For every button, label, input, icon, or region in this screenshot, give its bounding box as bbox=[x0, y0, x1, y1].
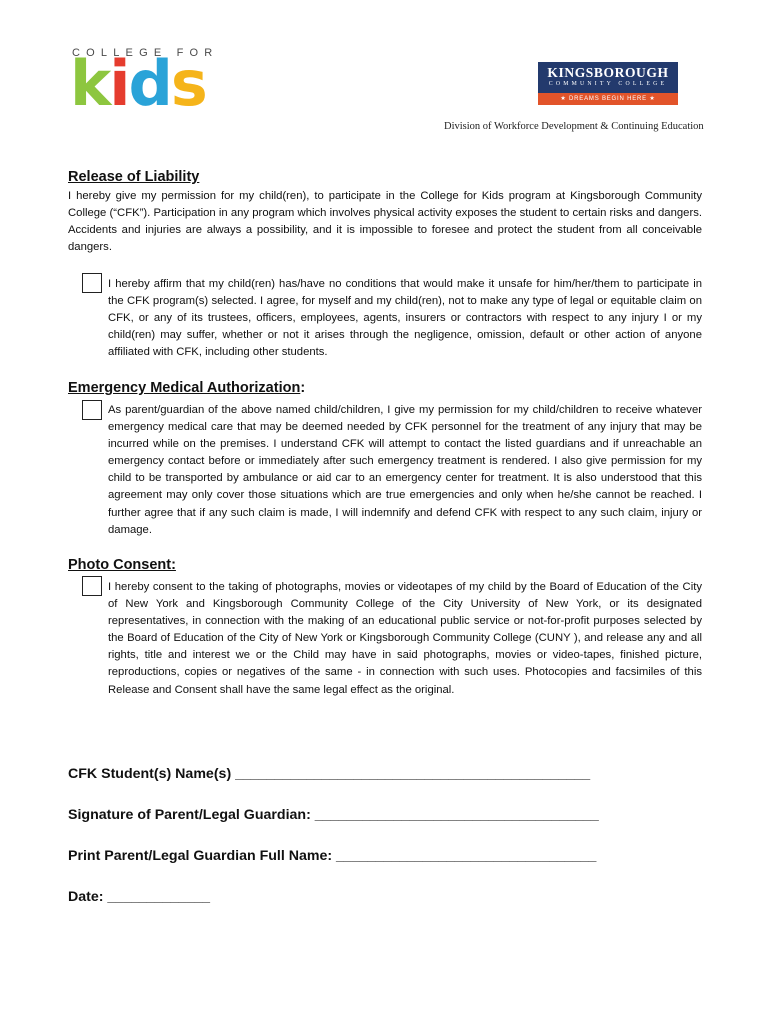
division-label: Division of Workforce Development & Continuing Education bbox=[444, 121, 704, 132]
date-field[interactable]: Date: _____________ bbox=[68, 889, 210, 905]
cfk-logo bbox=[70, 47, 206, 120]
release-affirm-text: I hereby affirm that my child(ren) has/have no conditions that would make it unsafe for him/her/them to participate in the CFK program(s) selected. I agree, for myself and my child(ren), not to make any type of legal or equitable claim on CFK, or any of its trustees, officers, employees, agents, insurers or contractors with respect to any injury I or my child(ren) may suffer, whether or not it arises through the negligence, omission, default or other action of anyone affiliated with CFK, including other students. bbox=[108, 278, 702, 359]
release-intro: I hereby give my permission for my child(ren), to participate in the College for Kids program at Kingsborough Community College (“CFK”). Participation in any program which involves physical activity exposes the student to certain risks and dangers. Accidents and injuries are always a possibility, and it is impossible to foresee and protect the student from all conceivable dangers. bbox=[68, 190, 702, 254]
cfk-logo-letter-k: k bbox=[70, 47, 110, 120]
photo-checkbox[interactable] bbox=[82, 576, 102, 596]
cfk-logo-letter-d: d bbox=[128, 47, 171, 120]
release-heading: Release of Liability bbox=[68, 169, 200, 185]
signature-field[interactable]: Signature of Parent/Legal Guardian: ____________________________________ bbox=[68, 807, 599, 823]
print-name-field[interactable]: Print Parent/Legal Guardian Full Name: _________________________________ bbox=[68, 848, 597, 864]
kbcc-logo-sub: COMMUNITY COLLEGE bbox=[548, 81, 668, 87]
release-affirm-checkbox[interactable] bbox=[82, 273, 102, 293]
medical-heading: Emergency Medical Authorization bbox=[68, 380, 301, 396]
medical-heading-colon: : bbox=[300, 380, 306, 396]
kbcc-logo-name: KINGSBOROUGH bbox=[547, 65, 669, 80]
cfk-logo-letter-i: i bbox=[109, 47, 129, 120]
cfk-logo-letter-s: s bbox=[170, 47, 206, 120]
student-name-field[interactable]: CFK Student(s) Name(s) _____________________________________________ bbox=[68, 766, 591, 782]
photo-heading: Photo Consent: bbox=[68, 557, 176, 573]
kingsborough-logo bbox=[538, 62, 678, 105]
kbcc-logo-tagline: ★ DREAMS BEGIN HERE ★ bbox=[538, 93, 678, 105]
photo-text: I hereby consent to the taking of photographs, movies or videotapes of my child by the Board of Education of the City of New York and Kingsborough Community College of the City University of New York, or its designated representatives, in connection with the making of an educational public service or not-for-profit purposes selected by the Board of Education of the City of New York or Kingsborough Community College (CUNY ), and release any and all rights, title and interest we or the Child may have in said photographs, movies or video-tapes, finished picture, reproductions, copies or negatives of the same - in connection with such uses. Photocopies and facsimiles of this Release and Consent shall have the same legal effect as the original. bbox=[108, 581, 702, 696]
medical-text: As parent/guardian of the above named child/children, I give my permission for my child/children to receive whatever emergency medical care that may be deemed needed by CFK personnel for the treatment of any injury that may be incurred while on the premises. I understand CFK will attempt to contact the listed guardians and if unreachable an emergency contact before or immediately after such emergency treatment is rendered. I also give permission for my child to be transported by ambulance or aid car to an emergency center for treatment. It is also understood that this agreement may only cover those situations which are true emergencies and only when he/she cannot be reached. I further agree that if any such claim is made, I will indemnify and defend CFK with respect to any such claim, injury or damage. bbox=[108, 404, 702, 536]
medical-heading-wrap bbox=[68, 380, 305, 396]
cfk-logo-top-text: COLLEGE FOR bbox=[72, 47, 219, 59]
medical-checkbox[interactable] bbox=[82, 400, 102, 420]
